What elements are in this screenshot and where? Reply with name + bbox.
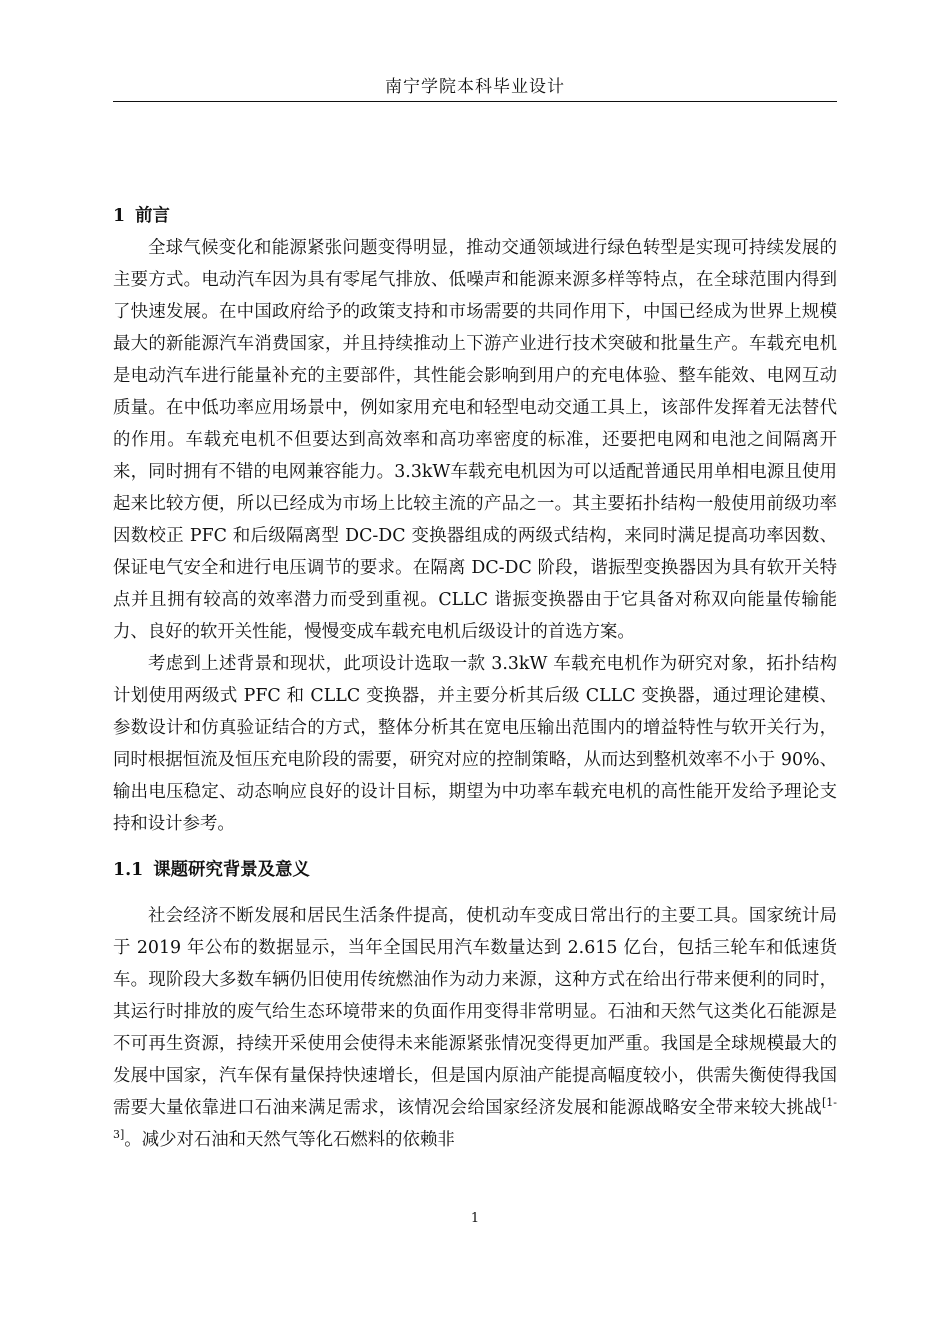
citation-reference[interactable]: [1-3] xyxy=(113,1096,837,1142)
header-rule xyxy=(113,101,837,102)
section-heading-1-1 xyxy=(113,854,837,886)
section-number: 1 xyxy=(113,206,126,226)
section-title: 课题研究背景及意义 xyxy=(153,860,310,880)
section-heading-1 xyxy=(113,200,837,232)
paragraph-text: 。减少对石油和天然气等化石燃料的依赖非 xyxy=(124,1130,455,1150)
main-content xyxy=(113,200,837,1156)
paragraph xyxy=(113,900,837,1156)
running-header: 南宁学院本科毕业设计 xyxy=(385,77,565,97)
paragraph: 考虑到上述背景和现状，此项设计选取一款 3.3kW 车载充电机作为研究对象，拓扑结构计划使用两级式 PFC 和 CLLC 变换器，并主要分析其后级 CLLC 变换器，通过理论建模、参数设计和仿真验证结合的方式，整体分析其在宽电压输出范围内的增益特性与软开关行为，同时根据恒流及恒压充电阶段的需要，研究对应的控制策略，从而达到整机效率不小于 90%、输出电压稳定、动态响应良好的设计目标，期望为中功率车载充电机的高性能开发给予理论支持和设计参考。 xyxy=(113,654,837,834)
paragraph: 全球气候变化和能源紧张问题变得明显，推动交通领域进行绿色转型是实现可持续发展的主要方式。电动汽车因为具有零尾气排放、低噪声和能源来源多样等特点，在全球范围内得到了快速发展。在中国政府给予的政策支持和市场需要的共同作用下，中国已经成为世界上规模最大的新能源汽车消费国家，并且持续推动上下游产业进行技术突破和批量生产。车载充电机是电动汽车进行能量补充的主要部件，其性能会影响到用户的充电体验、整车能效、电网互动质量。在中低功率应用场景中，例如家用充电和轻型电动交通工具上，该部件发挥着无法替代的作用。车载充电机不但要达到高效率和高功率密度的标准，还要把电网和电池之间隔离开来，同时拥有不错的电网兼容能力。3.3kW车载充电机因为可以适配普通民用单相电源且使用起来比较方便，所以已经成为市场上比较主流的产品之一。其主要拓扑结构一般使用前级功率因数校正 PFC 和后级隔离型 DC-DC 变换器组成的两级式结构，来同时满足提高功率因数、保证电气安全和进行电压调节的要求。在隔离 DC-DC 阶段，谐振型变换器因为具有软开关特点并且拥有较高的效率潜力而受到重视。CLLC 谐振变换器由于它具备对称双向能量传输能力、良好的软开关性能，慢慢变成车载充电机后级设计的首选方案。 xyxy=(113,238,837,642)
paragraph-text: 社会经济不断发展和居民生活条件提高，使机动车变成日常出行的主要工具。国家统计局于 2019 年公布的数据显示，当年全国民用汽车数量达到 2.615 亿台，包括三轮车和低速货车。现阶段大多数车辆仍旧使用传统燃油作为动力来源，这种方式在给出行带来便利的同时，其运行时排放的废气给生态环境带来的负面作用变得非常明显。石油和天然气这类化石能源是不可再生资源，持续开采使用会使得未来能源紧张情况变得更加严重。我国是全球规模最大的发展中国家，汽车保有量保持快速增长，但是国内原油产能提高幅度较小，供需失衡使得我国需要大量依靠进口石油来满足需求，该情况会给国家经济发展和能源战略安全带来较大挑战 xyxy=(113,906,837,1118)
section-number: 1.1 xyxy=(113,860,144,880)
page-number: 1 xyxy=(470,1211,480,1226)
section-title: 前言 xyxy=(135,206,170,226)
